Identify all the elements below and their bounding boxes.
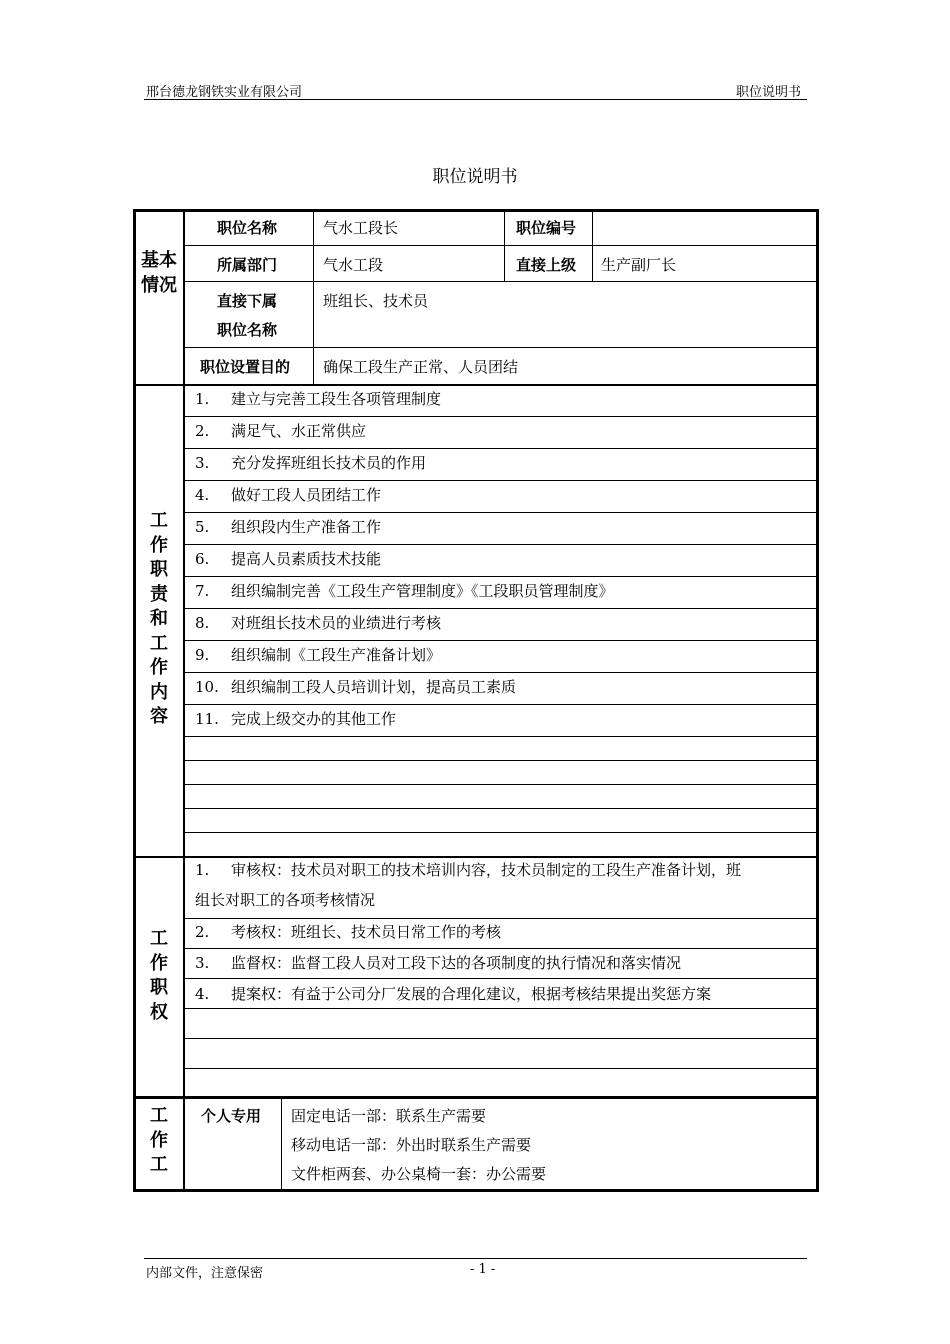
duty-item	[195, 613, 441, 633]
duty-item	[195, 677, 516, 697]
duty-text: 组织段内生产准备工作	[231, 518, 382, 536]
section-label-text: 基本情况	[141, 250, 177, 296]
page-number: - 1 -	[470, 1262, 496, 1277]
duty-text: 组织编制完善《工段生产管理制度》《工段职员管理制度》	[231, 582, 614, 600]
section-label-authority	[133, 927, 185, 1025]
row-divider	[185, 918, 816, 919]
subordinates-label: 直接下属	[217, 292, 278, 310]
table-border-top	[133, 209, 819, 212]
header-doc-type: 职位说明书	[736, 85, 802, 100]
position-name-value: 气水工段长	[323, 219, 399, 237]
header-divider	[144, 99, 807, 100]
section-divider	[133, 856, 819, 858]
tool-line: 固定电话一部：联系生产需要	[291, 1107, 487, 1125]
row-divider	[185, 640, 816, 641]
section-divider	[133, 1096, 819, 1099]
purpose-label: 职位设置目的	[200, 358, 291, 376]
duty-text: 建立与完善工段生各项管理制度	[231, 390, 442, 408]
row-divider	[185, 512, 816, 513]
row-divider	[185, 978, 816, 979]
authority-number: 1.	[195, 861, 210, 879]
duty-number: 1.	[195, 390, 210, 408]
purpose-value: 确保工段生产正常、人员团结	[323, 358, 519, 376]
department-value: 气水工段	[323, 256, 384, 274]
row-divider	[185, 1068, 816, 1069]
department-label: 所属部门	[217, 256, 278, 274]
row-divider	[185, 448, 816, 449]
duty-number: 6.	[195, 550, 210, 568]
duty-text: 充分发挥班组长技术员的作用	[231, 454, 427, 472]
personal-use-label: 个人专用	[201, 1107, 262, 1125]
duty-item	[195, 421, 366, 441]
duty-text: 满足气、水正常供应	[231, 422, 367, 440]
row-divider	[185, 784, 816, 785]
authority-text: 提案权：有益于公司分厂发展的合理化建议，根据考核结果提出奖惩方案	[231, 985, 712, 1003]
duty-item	[195, 549, 381, 569]
section-label-duties	[133, 509, 185, 730]
row-divider	[185, 672, 816, 673]
position-name-label: 职位名称	[217, 219, 278, 237]
row-divider	[185, 736, 816, 737]
duty-text: 组织编制《工段生产准备计划》	[231, 646, 442, 664]
subordinates-label: 职位名称	[217, 321, 278, 339]
duty-number: 9.	[195, 646, 210, 664]
column-divider	[592, 209, 593, 281]
page-title: 职位说明书	[432, 167, 518, 187]
authority-text: 审核权：技术员对职工的技术培训内容，技术员制定的工段生产准备计划，班	[231, 861, 742, 879]
duty-text: 对班组长技术员的业绩进行考核	[231, 614, 442, 632]
section-label-text: 工作工	[150, 1105, 168, 1175]
authority-number: 2.	[195, 923, 210, 941]
duty-text: 提高人员素质技术技能	[231, 550, 382, 568]
duty-number: 4.	[195, 486, 210, 504]
row-divider	[185, 544, 816, 545]
superior-value: 生产副厂长	[601, 256, 677, 274]
duty-item	[195, 517, 381, 537]
authority-item	[195, 922, 501, 942]
footer-divider	[144, 1258, 807, 1259]
row-divider	[185, 948, 816, 949]
duty-item	[195, 389, 441, 409]
position-code-label: 职位编号	[516, 219, 577, 237]
row-divider	[185, 608, 816, 609]
subordinates-value: 班组长、技术员	[323, 292, 429, 310]
authority-number: 4.	[195, 985, 210, 1003]
row-divider	[185, 1038, 816, 1039]
column-divider	[281, 1098, 282, 1189]
table-border-bottom	[133, 1189, 819, 1192]
header-company: 邢台德龙钢铁实业有限公司	[146, 85, 303, 100]
duty-number: 2.	[195, 422, 210, 440]
duty-number: 10.	[195, 678, 219, 696]
row-divider	[185, 245, 816, 246]
column-divider	[504, 209, 505, 281]
authority-item	[195, 984, 711, 1004]
row-divider	[185, 576, 816, 577]
duty-number: 11.	[195, 710, 219, 728]
duty-text: 做好工段人员团结工作	[231, 486, 382, 504]
row-divider	[185, 1008, 816, 1009]
row-divider	[185, 808, 816, 809]
duty-number: 8.	[195, 614, 210, 632]
duty-number: 3.	[195, 454, 210, 472]
duty-item	[195, 709, 396, 729]
duty-number: 5.	[195, 518, 210, 536]
authority-item	[195, 860, 741, 880]
section-label-text: 工作职权	[150, 928, 168, 1023]
section-label-tools	[133, 1104, 185, 1178]
authority-text: 监督权：监督工段人员对工段下达的各项制度的执行情况和落实情况	[231, 954, 682, 972]
row-divider	[185, 480, 816, 481]
duty-text: 完成上级交办的其他工作	[231, 710, 397, 728]
authority-text: 考核权：班组长、技术员日常工作的考核	[231, 923, 502, 941]
tool-line: 文件柜两套、办公桌椅一套：办公需要	[291, 1165, 547, 1183]
row-divider	[185, 704, 816, 705]
row-divider	[185, 416, 816, 417]
duty-item	[195, 453, 426, 473]
duty-item	[195, 485, 381, 505]
row-divider	[185, 760, 816, 761]
duty-number: 7.	[195, 582, 210, 600]
section-divider	[133, 384, 819, 386]
duty-text: 组织编制工段人员培训计划，提高员工素质	[231, 678, 517, 696]
duty-item	[195, 581, 614, 601]
column-divider	[313, 209, 314, 384]
superior-label: 直接上级	[516, 256, 577, 274]
footer-confidential: 内部文件，注意保密	[146, 1266, 264, 1281]
position-table	[133, 209, 819, 1192]
row-divider	[185, 281, 816, 282]
authority-number: 3.	[195, 954, 210, 972]
section-label-basic	[133, 249, 185, 298]
authority-item-continued: 组长对职工的各项考核情况	[195, 891, 376, 909]
row-divider	[185, 832, 816, 833]
table-border-right	[816, 209, 819, 1192]
tool-line: 移动电话一部：外出时联系生产需要	[291, 1136, 532, 1154]
row-divider	[185, 347, 816, 348]
authority-item	[195, 953, 681, 973]
duty-item	[195, 645, 441, 665]
section-label-text: 工作职责和工作内容	[150, 510, 168, 727]
